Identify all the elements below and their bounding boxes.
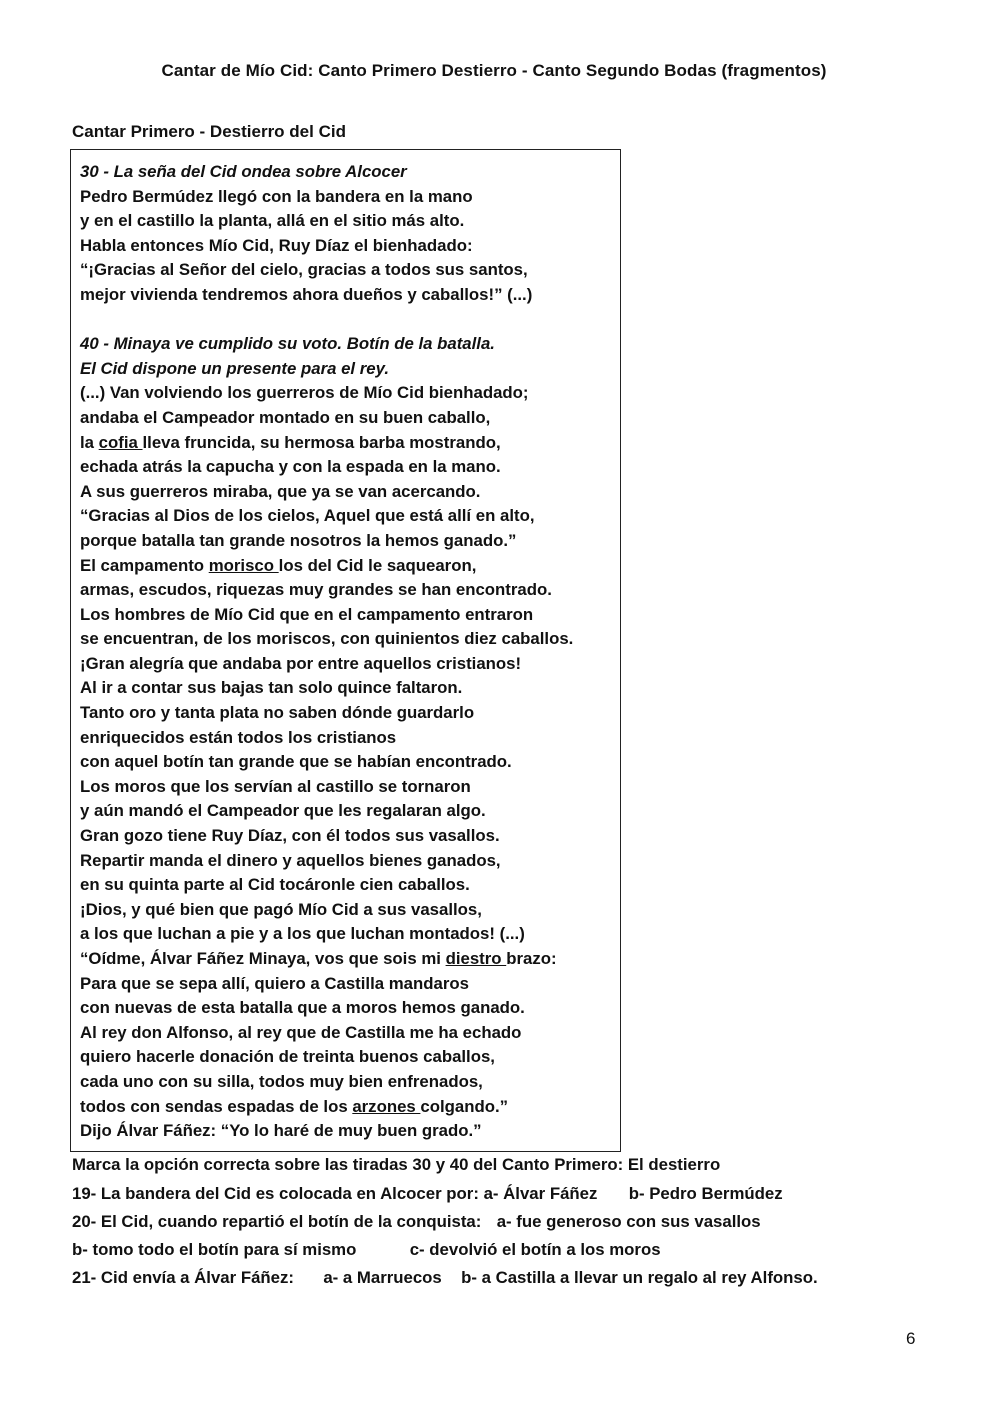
question-21-text: 21- Cid envía a Álvar Fáñez: xyxy=(72,1268,294,1287)
verse-line: Los hombres de Mío Cid que en el campamento entraron xyxy=(80,604,534,624)
q20-option-b[interactable]: b- tomo todo el botín para sí mismo xyxy=(72,1240,357,1259)
verse-line: y aún mandó el Campeador que les regalaran algo. xyxy=(80,801,486,821)
verse-line: “¡Gracias al Señor del cielo, gracias a todos sus santos, xyxy=(80,260,528,280)
verse-line: ¡Dios, y qué bien que pagó Mío Cid a sus vasallos, xyxy=(80,899,482,919)
verse-line: Los moros que los servían al castillo se tornaron xyxy=(80,776,471,796)
tirada-40-subheading: El Cid dispone un presente para el rey. xyxy=(80,358,389,378)
q19-option-b[interactable]: b- Pedro Bermúdez xyxy=(628,1184,783,1203)
verse-line: Dijo Álvar Fáñez: “Yo lo haré de muy buen grado.” xyxy=(80,1121,482,1141)
verse-line: todos con sendas espadas de los arzones colgando.” xyxy=(80,1096,509,1116)
verse-line: enriquecidos están todos los cristianos xyxy=(80,727,397,747)
q20-option-c[interactable]: c- devolvió el botín a los moros xyxy=(409,1240,661,1259)
verse-line: con aquel botín tan grande que se habían encontrado. xyxy=(80,752,512,772)
verse-line: (...) Van volviendo los guerreros de Mío Cid bienhadado; xyxy=(80,383,529,403)
verse-line: Gran gozo tiene Ruy Díaz, con él todos sus vasallos. xyxy=(80,826,500,846)
verse-line: echada atrás la capucha y con la espada en la mano. xyxy=(80,457,501,477)
verse-line: a los que luchan a pie y a los que luchan montados! (...) xyxy=(80,924,525,944)
verse-line: armas, escudos, riquezas muy grandes se han encontrado. xyxy=(80,580,552,600)
verse-line: andaba el Campeador montado en su buen caballo, xyxy=(80,407,491,427)
underlined-word: diestro xyxy=(445,949,507,968)
underlined-word: morisco xyxy=(208,555,279,575)
section-title: Cantar Primero - Destierro del Cid xyxy=(72,122,346,141)
verse-line: Habla entonces Mío Cid, Ruy Díaz el bienhadado: xyxy=(80,235,473,255)
verse-line: “Gracias al Dios de los cielos, Aquel que está allí en alto, xyxy=(80,506,535,526)
q20-option-a[interactable]: a- fue generoso con sus vasallos xyxy=(496,1212,761,1231)
verse-line: El campamento morisco los del Cid le saquearon, xyxy=(80,555,477,575)
q21-option-a[interactable]: a- a Marruecos xyxy=(323,1268,442,1287)
underlined-word: arzones xyxy=(352,1096,421,1116)
quiz-instruction: Marca la opción correcta sobre las tiradas 30 y 40 del Canto Primero: El destierro xyxy=(72,1155,721,1174)
verse-line: la cofia lleva fruncida, su hermosa barba mostrando, xyxy=(80,432,501,452)
q19-option-a[interactable]: a- Álvar Fáñez xyxy=(483,1184,598,1203)
question-21 xyxy=(72,1268,818,1288)
verse-line: con nuevas de esta batalla que a moros hemos ganado. xyxy=(80,998,525,1018)
verse-line: “Oídme, Álvar Fáñez Minaya, vos que sois mi diestro brazo: xyxy=(80,949,557,968)
verse-line: ¡Gran alegría que andaba por entre aquellos cristianos! xyxy=(80,653,522,673)
document-title: Cantar de Mío Cid: Canto Primero Destierro - Canto Segundo Bodas (fragmentos) xyxy=(161,61,827,80)
poem-text xyxy=(80,160,616,1144)
verse-line: Para que se sepa allí, quiero a Castilla mandaros xyxy=(80,973,469,993)
verse-line: cada uno con su silla, todos muy bien enfrenados, xyxy=(80,1071,483,1091)
question-19 xyxy=(72,1184,783,1204)
tirada-40-heading: 40 - Minaya ve cumplido su voto. Botín de la batalla. xyxy=(80,334,495,354)
verse-line: Pedro Bermúdez llegó con la bandera en la mano xyxy=(80,186,473,206)
verse-line: se encuentran, de los moriscos, con quinientos diez caballos. xyxy=(80,629,574,649)
verse-line: Al rey don Alfonso, al rey que de Castilla me ha echado xyxy=(80,1022,522,1042)
question-19-text: 19- La bandera del Cid es colocada en Alcocer por: xyxy=(72,1184,479,1203)
tirada-30-heading: 30 - La seña del Cid ondea sobre Alcocer xyxy=(80,162,407,181)
verse-line: A sus guerreros miraba, que ya se van acercando. xyxy=(80,481,481,501)
question-20 xyxy=(72,1212,761,1232)
q21-option-b[interactable]: b- a Castilla a llevar un regalo al rey Alfonso. xyxy=(461,1268,818,1287)
verse-line: Repartir manda el dinero y aquellos bienes ganados, xyxy=(80,850,501,870)
question-20-text: 20- El Cid, cuando repartió el botín de la conquista: xyxy=(72,1212,482,1231)
verse-line: Tanto oro y tanta plata no saben dónde guardarlo xyxy=(80,703,475,723)
verse-line: en su quinta parte al Cid tocáronle cien caballos. xyxy=(80,875,470,895)
page-number: 6 xyxy=(906,1329,916,1348)
verse-line: porque batalla tan grande nosotros la hemos ganado.” xyxy=(80,530,517,550)
question-20-options xyxy=(72,1240,661,1260)
verse-line: y en el castillo la planta, allá en el sitio más alto. xyxy=(80,211,465,231)
verse-line: mejor vivienda tendremos ahora dueños y caballos!” (...) xyxy=(80,284,533,304)
stanza-gap xyxy=(80,308,616,333)
verse-line: Al ir a contar sus bajas tan solo quince faltaron. xyxy=(80,678,463,698)
underlined-word: cofia xyxy=(98,432,143,452)
verse-line: quiero hacerle donación de treinta buenos caballos, xyxy=(80,1047,495,1067)
